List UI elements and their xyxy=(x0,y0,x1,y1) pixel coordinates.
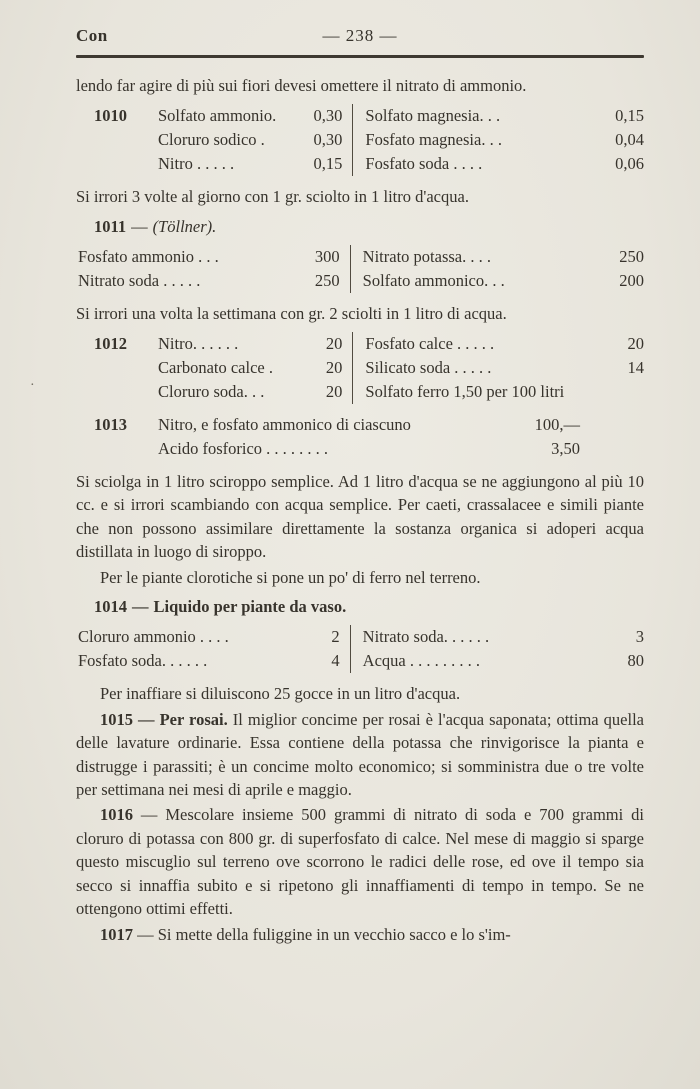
table-row xyxy=(365,380,644,404)
recipe-1010-right-column xyxy=(352,104,644,176)
ingredient-value: 80 xyxy=(627,651,644,671)
recipe-number: 1014 xyxy=(94,597,127,617)
table-row xyxy=(365,104,644,128)
page-header xyxy=(76,26,644,50)
table-row xyxy=(365,128,644,152)
ingredient-label: Nitro, e fosfato ammonico di ciascuno xyxy=(158,415,411,435)
recipe-1010-table xyxy=(158,104,644,176)
paragraph-after-1011: Si irrori una volta la settimana con gr. 2 sciolti in 1 litro di acqua. xyxy=(76,303,507,323)
table-row xyxy=(158,128,342,152)
ingredient-label: Fosfato magnesia. . . xyxy=(365,130,502,150)
ingredient-label: Nitro. . . . . . xyxy=(158,334,239,354)
ingredient-value: 300 xyxy=(314,247,340,267)
ingredient-value: 0,15 xyxy=(313,154,343,174)
recipe-1011-heading xyxy=(94,215,644,238)
recipe-1014-left-column xyxy=(78,625,350,673)
table-row xyxy=(158,152,342,176)
ingredient-value: 0,15 xyxy=(615,106,644,126)
ingredient-value: 250 xyxy=(314,270,340,290)
ingredient-label: Solfato ammonio. xyxy=(158,106,277,126)
recipe-1012-table xyxy=(158,332,644,404)
ingredient-value: 0,04 xyxy=(615,130,644,150)
ingredient-value: 20 xyxy=(325,358,343,378)
ingredient-label: Nitrato potassa. . . . xyxy=(362,247,491,267)
ingredient-label: Nitrato soda . . . . . xyxy=(78,270,201,290)
paragraph-1016 xyxy=(76,803,644,920)
recipe-1012-left-column xyxy=(158,332,352,404)
ingredient-value: 20 xyxy=(325,334,343,354)
ingredient-label: Silicato soda . . . . . xyxy=(365,358,492,378)
ingredient-label: Cloruro ammonio . . . . xyxy=(78,627,229,647)
ingredient-value: 0,30 xyxy=(313,130,343,150)
ingredient-value xyxy=(636,380,644,404)
recipe-number: 1017 xyxy=(100,924,133,944)
recipe-title: Liquido per piante da vaso. xyxy=(153,597,347,617)
recipe-1010 xyxy=(94,104,644,176)
dash: — xyxy=(131,216,148,236)
table-row xyxy=(363,245,644,269)
table-row xyxy=(78,625,340,649)
ingredient-value: 0,06 xyxy=(615,154,644,174)
ingredient-label: Solfato ammonico. . . xyxy=(362,270,505,290)
table-row xyxy=(78,269,340,293)
ingredient-label: Acido fosforico . . . . . . . . xyxy=(158,438,329,458)
table-row xyxy=(158,332,342,356)
ingredient-label: Fosfato soda. . . . . . xyxy=(78,651,208,671)
paragraph-after-1013: Si sciolga in 1 litro sciroppo semplice. Ad 1 litro d'acqua se ne aggiungono al più 10 cc. e si irrori scambiando con acqua semplice. Per caeti, crassalacee e simili piante che non possono assimilare direttamente la sostanza organica si adoperi acqua distillata in luogo di siroppo. xyxy=(76,471,644,562)
recipe-1013-table xyxy=(158,413,580,461)
recipe-number: 1016 xyxy=(100,805,133,825)
running-header-word: Con xyxy=(76,26,108,45)
table-row xyxy=(365,332,644,356)
ingredient-label: Fosfato soda . . . . xyxy=(365,154,483,174)
paragraph-body: — Mescolare insieme 500 grammi di nitrato di soda e 700 grammi di cloruro di potassa con 800 gr. di superfosfato di calce. Nel mese di maggio si sparge questo miscuglio sul terreno ove scorrono le radici delle rose, ed ove il tempo sia secco si innaffia subito e si ripetono gli innaffiamenti di tempo in tempo. Se ne ottengono ottimi effetti. xyxy=(76,805,644,919)
ingredient-value: 3,50 xyxy=(551,438,580,458)
paragraph-intro: lendo far agire di più sui fiori devesi omettere il nitrato di ammonio. xyxy=(76,76,527,95)
recipe-lead: 1015 — Per rosai. xyxy=(100,709,228,729)
recipe-number: 1010 xyxy=(94,106,127,126)
table-row xyxy=(158,380,342,404)
paragraph-1015 xyxy=(76,708,644,802)
ingredient-value: 0,30 xyxy=(313,106,343,126)
table-row xyxy=(78,245,340,269)
table-row xyxy=(158,437,580,461)
ingredient-label: Fosfato calce . . . . . xyxy=(365,334,495,354)
recipe-1012-right-column xyxy=(352,332,644,404)
recipe-number: 1012 xyxy=(94,334,127,354)
ingredient-label: Cloruro sodico . xyxy=(158,130,265,150)
ingredient-value: 250 xyxy=(619,247,644,267)
table-row xyxy=(363,269,644,293)
ingredient-value: 100,— xyxy=(534,415,580,435)
table-row xyxy=(158,356,342,380)
ingredient-value: 20 xyxy=(325,382,343,402)
ingredient-value: 3 xyxy=(635,627,644,647)
recipe-1014-heading xyxy=(94,595,644,618)
table-row xyxy=(365,356,644,380)
recipe-1010-left-column xyxy=(158,104,352,176)
recipe-1011-table xyxy=(78,245,644,293)
paragraph-1017 xyxy=(76,923,644,946)
recipe-1013 xyxy=(94,413,644,461)
ingredient-value: 2 xyxy=(331,627,340,647)
table-row xyxy=(158,413,580,437)
ingredient-value: 4 xyxy=(331,651,340,671)
dash: — xyxy=(132,597,149,617)
table-row xyxy=(363,625,644,649)
table-row xyxy=(158,104,342,128)
recipe-1014-table xyxy=(78,625,644,673)
ingredient-value: 14 xyxy=(627,358,644,378)
table-row xyxy=(78,649,340,673)
recipe-number: 1011 xyxy=(94,216,127,236)
header-rule xyxy=(76,55,644,58)
ingredient-label: Nitro . . . . . xyxy=(158,154,235,174)
ingredient-label: Solfato ferro 1,50 per 100 litri xyxy=(365,382,565,402)
ingredient-value: 200 xyxy=(619,270,644,290)
ingredient-label: Nitrato soda. . . . . . xyxy=(362,627,490,647)
table-row xyxy=(363,649,644,673)
paragraph-after-1010: Si irrori 3 volte al giorno con 1 gr. sciolto in 1 litro d'acqua. xyxy=(76,187,469,207)
recipe-1011-left-column xyxy=(78,245,350,293)
paragraph-clorotiche: Per le piante clorotiche si pone un po' di ferro nel terreno. xyxy=(100,567,481,587)
ingredient-label: Carbonato calce . xyxy=(158,358,273,378)
recipe-title: (Töllner). xyxy=(152,216,217,236)
ingredient-value: 20 xyxy=(627,334,644,354)
recipe-1012 xyxy=(94,332,644,404)
recipe-1011-right-column xyxy=(350,245,644,293)
ingredient-label: Fosfato ammonio . . . xyxy=(78,247,219,267)
page-number: — 238 — xyxy=(322,26,398,45)
recipe-1014-right-column xyxy=(350,625,644,673)
ingredient-label: Cloruro soda. . . xyxy=(158,382,265,402)
paragraph-after-1014: Per inaffiare si diluiscono 25 gocce in un litro d'acqua. xyxy=(100,684,461,704)
ingredient-label: Solfato magnesia. . . xyxy=(365,106,501,126)
paragraph-body: Il miglior concime per rosai è l'acqua saponata; ottima quella delle lavature ordinarie. Essa contiene della potassa che rinvigorisce la pianta e distrugge i parassiti; è un concime molto economico; si somministra due o tre volte per settimana nei mesi di aprile e maggio. xyxy=(76,709,644,799)
table-row xyxy=(365,152,644,176)
ingredient-label: Acqua . . . . . . . . . xyxy=(362,651,480,671)
recipe-number: 1013 xyxy=(94,415,127,435)
margin-mark: · xyxy=(30,378,35,393)
paragraph-body: — Si mette della fuliggine in un vecchio sacco e lo s'im- xyxy=(133,924,511,944)
